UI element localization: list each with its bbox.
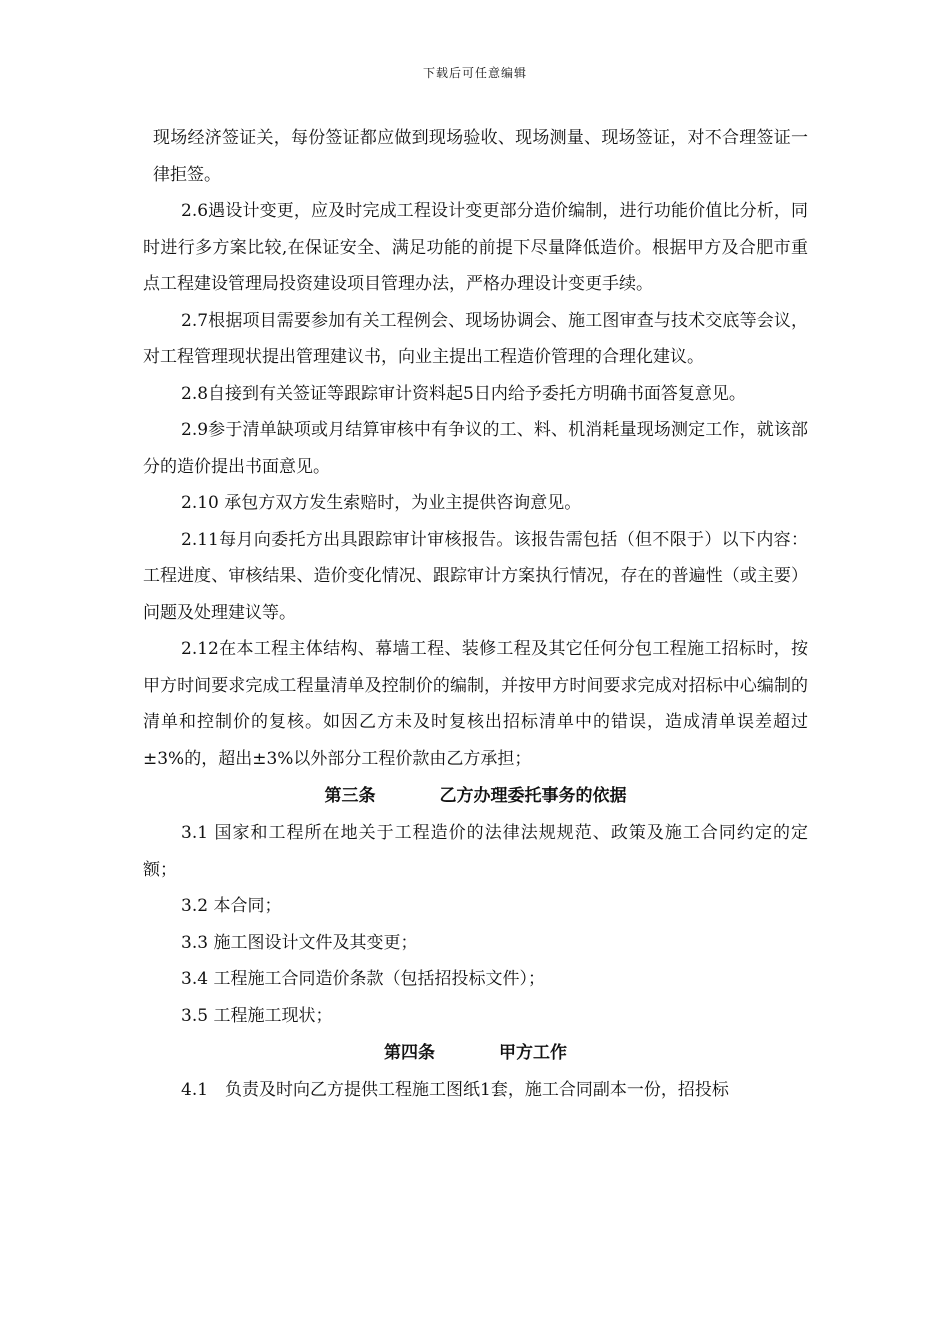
paragraph-2-11: 2.11每月向委托方出具跟踪审计审核报告。该报告需包括（但不限于）以下内容：工程进度、审核结果、造价变化情况、跟踪审计方案执行情况，存在的普遍性（或主要）问题及处理建议等。 [143,529,808,623]
document-body [143,120,808,1109]
page-header: 下载后可任意编辑 [422,66,527,80]
paragraph-2-9: 2.9参于清单缺项或月结算审核中有争议的工、料、机消耗量现场测定工作，就该部分的造价提出书面意见。 [143,420,808,477]
paragraph-site-visa: 现场经济签证关，每份签证都应做到现场验收、现场测量、现场签证，对不合理签证一律拒签。 [153,128,808,185]
paragraph-2-12: 2.12在本工程主体结构、幕墙工程、装修工程及其它任何分包工程施工招标时，按甲方时间要求完成工程量清单及控制价的编制，并按甲方时间要求完成对招标中心编制的清单和控制价的复核。如因乙方未及时复核出招标清单中的错误，造成清单误差超过±3%的，超出±3%以外部分工程价款由乙方承担； [143,639,808,769]
section-3-title: 乙方办理委托事务的依据 [439,786,627,806]
section-3-number: 第三条 [324,786,376,806]
clause-3-4: 3.4 工程施工合同造价条款（包括招投标文件）； [181,969,545,989]
section-4-title: 甲方工作 [499,1043,567,1063]
clause-3-3: 3.3 施工图设计文件及其变更； [181,932,418,953]
paragraph-2-10: 2.10 承包方双方发生索赔时，为业主提供咨询意见。 [181,493,582,513]
clause-3-5: 3.5 工程施工现状； [181,1005,333,1026]
section-4-number: 第四条 [384,1043,435,1063]
paragraph-2-8: 2.8自接到有关签证等跟踪审计资料起5日内给予委托方明确书面答复意见。 [181,383,746,404]
section-3-heading [143,777,808,815]
clause-3-2: 3.2 本合同； [181,896,282,916]
clause-4-1: 4.1 负责及时向乙方提供工程施工图纸1套，施工合同副本一份，招投标 [181,1080,729,1100]
paragraph-2-6: 2.6遇设计变更，应及时完成工程设计变更部分造价编制，进行功能价值比分析，同时进行多方案比较,在保证安全、满足功能的前提下尽量降低造价。根据甲方及合肥市重点工程建设管理局投资建设项目管理办法，严格办理设计变更手续。 [143,201,808,294]
section-4-heading [143,1034,808,1072]
paragraph-2-7: 2.7根据项目需要参加有关工程例会、现场协调会、施工图审查与技术交底等会议，对工程管理现状提出管理建议书，向业主提出工程造价管理的合理化建议。 [143,310,808,367]
clause-3-1: 3.1 国家和工程所在地关于工程造价的法律法规规范、政策及施工合同约定的定额； [143,823,808,880]
